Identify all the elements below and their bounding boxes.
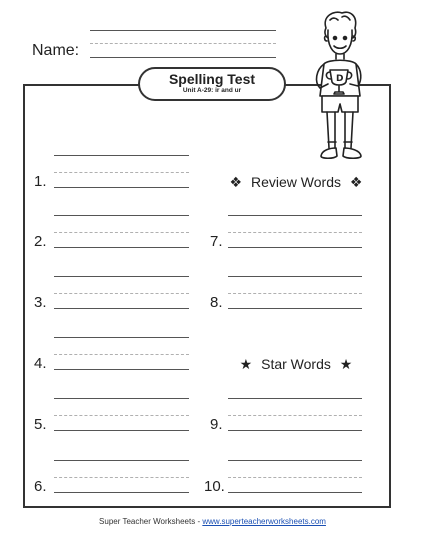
row4-top-line <box>54 337 189 338</box>
star-icon: ★ <box>339 356 353 372</box>
row5-answer-line[interactable] <box>54 430 189 431</box>
name-mid-line <box>90 43 276 44</box>
row-number: 9. <box>210 416 223 433</box>
row1-top-line <box>54 155 189 156</box>
row-number: 8. <box>210 294 223 311</box>
row5-top-line <box>54 398 189 399</box>
name-label: Name: <box>32 42 80 59</box>
row7-mid-line <box>228 232 362 233</box>
row9-top-line <box>228 398 362 399</box>
row-number: 7. <box>210 233 223 250</box>
row6-top-line <box>54 460 189 461</box>
review-words-heading <box>218 174 374 191</box>
title-badge <box>138 67 286 101</box>
row10-answer-line[interactable] <box>228 492 362 493</box>
review-diamond-icon: ❖ <box>349 174 363 190</box>
row6-answer-line[interactable] <box>54 492 189 493</box>
row8-answer-line[interactable] <box>228 308 362 309</box>
row4-answer-line[interactable] <box>54 369 189 370</box>
row3-mid-line <box>54 293 189 294</box>
star-icon: ★ <box>239 356 253 372</box>
svg-text:D: D <box>336 74 344 84</box>
row2-mid-line <box>54 232 189 233</box>
row10-top-line <box>228 460 362 461</box>
row-number: 6. <box>34 478 47 495</box>
row7-top-line <box>228 215 362 216</box>
row4-mid-line <box>54 354 189 355</box>
review-diamond-icon: ❖ <box>229 174 243 190</box>
footer-text: Super Teacher Worksheets - <box>99 517 203 526</box>
row8-mid-line <box>228 293 362 294</box>
boy-trophy-icon <box>300 8 376 172</box>
row3-top-line <box>54 276 189 277</box>
row3-answer-line[interactable] <box>54 308 189 309</box>
row-number: 1. <box>34 173 47 190</box>
footer <box>0 517 425 526</box>
row2-answer-line[interactable] <box>54 247 189 248</box>
row-number: 2. <box>34 233 47 250</box>
row5-mid-line <box>54 415 189 416</box>
name-field[interactable] <box>90 57 276 58</box>
row-number: 3. <box>34 294 47 311</box>
review-words-label: Review Words <box>251 174 341 190</box>
row1-mid-line <box>54 172 189 173</box>
row6-mid-line <box>54 477 189 478</box>
row-number: 4. <box>34 355 47 372</box>
row2-top-line <box>54 215 189 216</box>
page-title: Spelling Test <box>168 71 256 87</box>
row7-answer-line[interactable] <box>228 247 362 248</box>
row8-top-line <box>228 276 362 277</box>
row9-answer-line[interactable] <box>228 430 362 431</box>
row1-answer-line[interactable] <box>54 187 189 188</box>
row-number: 5. <box>34 416 47 433</box>
name-top-line <box>90 30 276 31</box>
row9-mid-line <box>228 415 362 416</box>
star-words-label: Star Words <box>261 356 331 372</box>
star-words-heading <box>218 356 374 373</box>
row-number: 10. <box>204 478 225 495</box>
unit-subtitle: Unit A-29: ir and ur <box>182 87 242 94</box>
row10-mid-line <box>228 477 362 478</box>
footer-link[interactable]: www.superteacherworksheets.com <box>202 517 326 526</box>
